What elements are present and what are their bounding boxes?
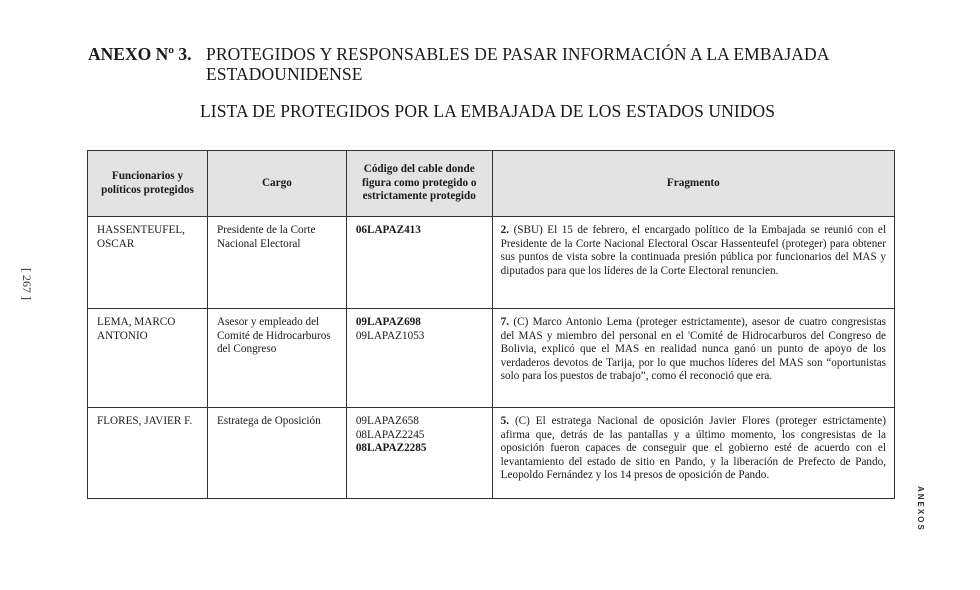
fragment-text (492, 408, 894, 499)
fragment-number: 7. (500, 316, 510, 328)
official-position: Asesor y empleado del Comité de Hidrocarburos del Congreso (207, 309, 346, 408)
header-position: Cargo (207, 151, 346, 217)
fragment-number: 5. (500, 415, 510, 427)
header-fragment: Fragmento (492, 151, 894, 217)
fragment-body: (SBU) El 15 de febrero, el encargado político de la Embajada se reunió con el Presidente de la Corte Nacional Electoral Oscar Hassenteufel (proteger) para obtener sus puntos de vista sobre la continuada presión pública por funcionarios del MAS y diputados para que los líderes de la Corte Electoral renuncien. (500, 224, 887, 277)
cable-code: 09LAPAZ698 (355, 316, 421, 328)
table-row (88, 408, 895, 499)
cable-code: 06LAPAZ413 (355, 224, 421, 236)
list-subtitle: LISTA DE PROTEGIDOS POR LA EMBAJADA DE LOS ESTADOS UNIDOS (200, 101, 776, 121)
cable-codes (346, 309, 492, 408)
page-number: [ 267 ] (20, 268, 34, 300)
section-side-label: ANEXOS (916, 486, 925, 532)
fragment-text (492, 217, 894, 309)
annex-label: ANEXO Nº 3. (88, 44, 192, 64)
annex-title: PROTEGIDOS Y RESPONSABLES DE PASAR INFORMACIÓN A LA EMBAJADA ESTADOUNIDENSE (206, 44, 829, 84)
header-cable-code: Código del cable donde figura como protegido o estrictamente protegido (346, 151, 492, 217)
fragment-number: 2. (500, 224, 510, 236)
fragment-body: (C) Marco Antonio Lema (proteger estrictamente), asesor de cuatro congresistas del MAS y miembro del personal en el 'Comité de Hidrocarburos del Congreso de Bolivia, explicó que el MAS en realidad nunca ganó un punto de apoyo de los verdaderos devotos de Tarija, por lo que muchos líderes del MAS son “oportunistas solo para los puestos de trabajo”, como él reconoció que era. (500, 316, 887, 383)
protected-persons-table (87, 150, 895, 499)
cable-code: 09LAPAZ658 (355, 415, 419, 427)
cable-codes (346, 408, 492, 499)
table-row (88, 217, 895, 309)
table-row (88, 309, 895, 408)
fragment-text (492, 309, 894, 408)
official-position: Presidente de la Corte Nacional Electoral (207, 217, 346, 309)
header-officials: Funcionarios y políticos protegidos (88, 151, 208, 217)
official-name: LEMA, MARCO ANTONIO (88, 309, 208, 408)
annex-heading (88, 44, 846, 84)
cable-code: 08LAPAZ2245 (355, 428, 425, 441)
cable-code: 09LAPAZ1053 (355, 329, 425, 342)
official-name: FLORES, JAVIER F. (88, 408, 208, 499)
cable-codes (346, 217, 492, 309)
official-position: Estratega de Oposición (207, 408, 346, 499)
cable-code: 08LAPAZ2285 (355, 442, 427, 455)
official-name: HASSENTEUFEL, OSCAR (88, 217, 208, 309)
fragment-body: (C) El estratega Nacional de oposición Javier Flores (proteger estrictamente) afirma que, detrás de las pantallas y a último momento, los congresistas de la oposición fueron capaces de conseguir que el gobierno esté de acuerdo con el levantamiento del estado de sitio en Pando, y la liberación de Prefecto de Pando, Leopoldo Fernández y los 14 presos de oposición de Pando. (500, 415, 887, 482)
table-header-row (88, 151, 895, 217)
